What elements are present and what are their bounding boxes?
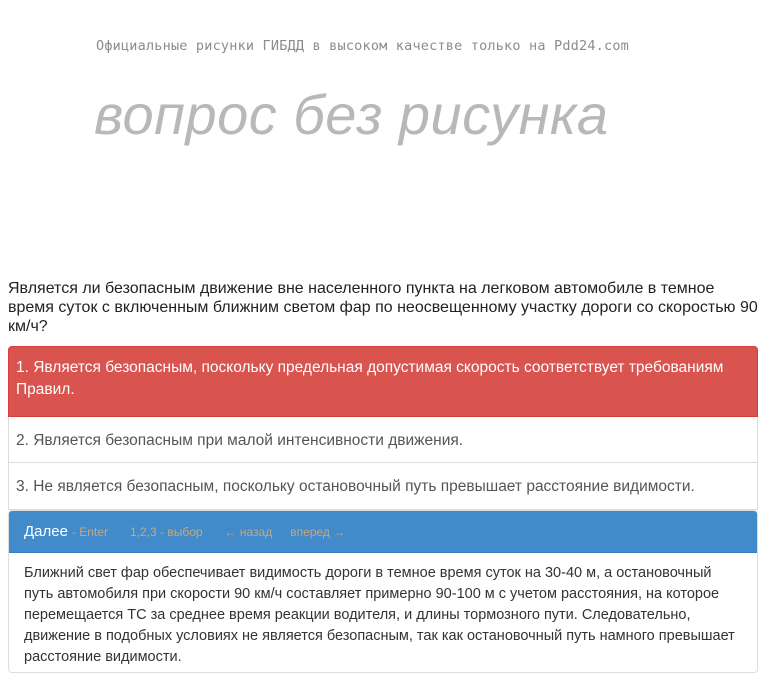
next-button[interactable]: Далее [24,523,68,540]
image-watermark: Официальные рисунки ГИБДД в высоком качестве только на Pdd24.com [96,38,629,54]
answer-list [8,346,758,510]
enter-key-hint: - Enter [71,524,108,539]
explanation-panel [8,510,758,673]
question-text: Является ли безопасным движение вне населенного пункта на легковом автомобиле в темное время суток с включенным ближним светом фар по неосвещенному участку дороги со скоростью 90 км/ч? [8,280,758,335]
back-link[interactable]: ← назад [224,524,273,539]
answer-option-1[interactable]: 1. Является безопасным, поскольку предельная допустимая скорость соответствует требованиям Правил. [8,346,758,417]
forward-link[interactable]: вперед → [290,524,346,539]
question-image-area [0,0,765,270]
explanation-text: Ближний свет фар обеспечивает видимость дороги в темное время суток на 30-40 м, а остановочный путь автомобиля при скорости 90 км/ч составляет примерно 90-100 м с учетом расстояния, на которое перемещается ТС за среднее время реакции водителя, и длины тормозного пути. Следовательно, движение в подобных условиях не является безопасным, так как остановочный путь намного превышает расстояние видимости. [24,565,735,665]
answer-option-3[interactable]: 3. Не является безопасным, поскольку остановочный путь превышает расстояние видимости. [8,463,758,510]
no-image-placeholder: вопрос без рисунка [94,83,609,146]
select-key-hint: 1,2,3 - выбор [129,524,203,539]
answer-option-2[interactable]: 2. Является безопасным при малой интенсивности движения. [8,417,758,463]
panel-heading [9,511,757,553]
